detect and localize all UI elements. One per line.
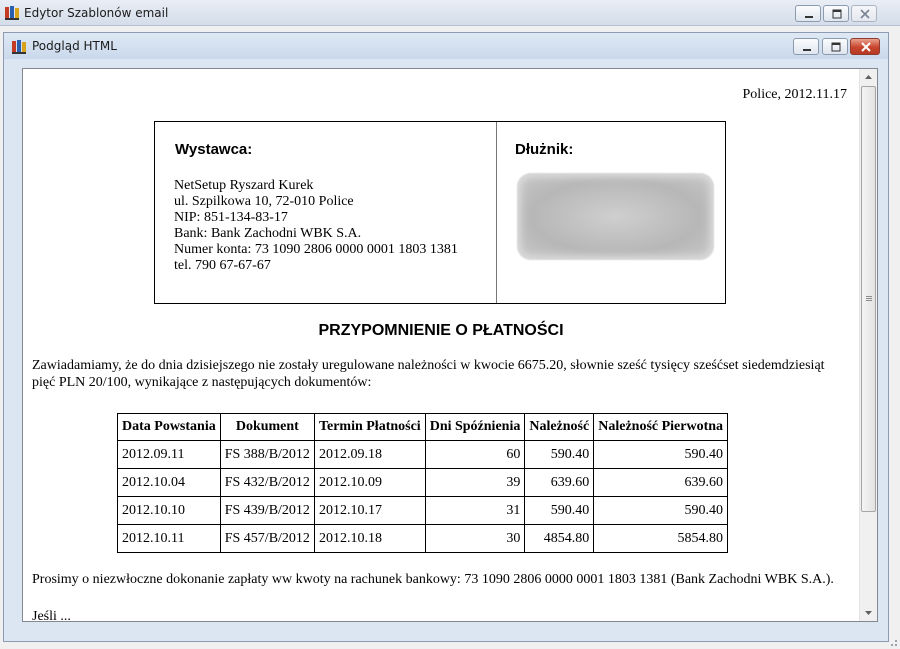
table-cell: 2012.10.17 [314, 497, 425, 525]
issuer-bank: Bank: Bank Zachodni WBK S.A. [174, 226, 362, 241]
col-header: Dni Spóźnienia [425, 414, 525, 441]
table-cell: 39 [425, 469, 525, 497]
col-header: Dokument [220, 414, 314, 441]
thumb-grip [866, 296, 872, 297]
outer-maximize-button[interactable] [823, 5, 849, 22]
issuer-nip: NIP: 851-134-83-17 [174, 210, 288, 225]
debtor-details-redacted [517, 173, 714, 260]
scroll-up-arrow-icon[interactable] [860, 69, 877, 86]
dues-table [117, 413, 728, 553]
inner-maximize-button[interactable] [822, 38, 848, 55]
col-header: Należność Pierwotna [594, 414, 728, 441]
issuer-details [174, 178, 458, 274]
table-cell: 4854.80 [525, 525, 594, 553]
issuer-cell [155, 122, 497, 303]
issuer-phone: tel. 790 67-67-67 [174, 258, 271, 273]
close-icon [852, 6, 878, 23]
outer-window-title: Edytor Szablonów email [24, 6, 169, 20]
table-cell: 2012.10.04 [118, 469, 221, 497]
inner-titlebar [4, 33, 888, 59]
table-cell: 2012.10.10 [118, 497, 221, 525]
table-cell: 639.60 [594, 469, 728, 497]
table-row [118, 525, 728, 553]
col-header: Należność [525, 414, 594, 441]
table-cell: FS 432/B/2012 [220, 469, 314, 497]
inner-window-title: Podgląd HTML [32, 39, 117, 53]
minimize-icon [796, 6, 822, 23]
vertical-scrollbar[interactable] [859, 69, 877, 621]
table-cell: 2012.09.18 [314, 441, 425, 469]
table-cell: FS 388/B/2012 [220, 441, 314, 469]
table-cell: 2012.10.18 [314, 525, 425, 553]
table-row [118, 469, 728, 497]
table-cell: 2012.09.11 [118, 441, 221, 469]
close-icon [851, 39, 881, 56]
document-title: PRZYPOMNIENIE O PŁATNOŚCI [318, 322, 564, 339]
issuer-heading: Wystawca: [175, 141, 253, 158]
html-preview-frame [22, 68, 878, 622]
col-header: Data Powstania [118, 414, 221, 441]
cutoff-text: Jeśli ... [32, 609, 71, 621]
table-row [118, 497, 728, 525]
table-row [118, 441, 728, 469]
date-line: Police, 2012.11.17 [742, 87, 847, 102]
table-cell: 2012.10.11 [118, 525, 221, 553]
maximize-icon [823, 39, 849, 56]
table-cell: 5854.80 [594, 525, 728, 553]
table-cell: FS 439/B/2012 [220, 497, 314, 525]
table-header-row [118, 414, 728, 441]
thumb-grip [866, 300, 872, 301]
issuer-name: NetSetup Ryszard Kurek [174, 178, 314, 193]
table-cell: 590.40 [594, 497, 728, 525]
table-cell: 590.40 [525, 497, 594, 525]
maximize-icon [824, 6, 850, 23]
debtor-cell [497, 122, 725, 303]
reminder-document [23, 69, 859, 621]
table-cell: 60 [425, 441, 525, 469]
table-cell: 639.60 [525, 469, 594, 497]
closing-paragraph: Prosimy o niezwłoczne dokonanie zapłaty ww kwoty na rachunek bankowy: 73 1090 2806 0000 0001 1803 1381 (Bank Zachodni WBK S.A.). [32, 572, 834, 587]
parties-box [154, 121, 726, 304]
table-cell: 31 [425, 497, 525, 525]
table-cell: 2012.10.09 [314, 469, 425, 497]
scroll-down-arrow-icon[interactable] [860, 604, 877, 621]
issuer-account: Numer konta: 73 1090 2806 0000 0001 1803 1381 [174, 242, 458, 257]
issuer-address: ul. Szpilkowa 10, 72-010 Police [174, 194, 354, 209]
intro-paragraph: Zawiadamiamy, że do dnia dzisiejszego nie zostały uregulowane należności w kwocie 6675.20, słownie sześć tysięcy sześćset siedemdziesiąt pięć PLN 20/100, wynikające z następujących dokumentów: [32, 358, 825, 390]
outer-close-button[interactable] [851, 5, 877, 22]
resize-grip-icon[interactable] [886, 635, 898, 647]
app-icon [11, 39, 27, 55]
scroll-thumb[interactable] [861, 86, 876, 512]
minimize-icon [794, 39, 820, 56]
table-cell: FS 457/B/2012 [220, 525, 314, 553]
table-cell: 30 [425, 525, 525, 553]
inner-close-button[interactable] [850, 38, 880, 55]
debtor-heading: Dłużnik: [515, 141, 574, 158]
table-cell: 590.40 [525, 441, 594, 469]
col-header: Termin Płatności [314, 414, 425, 441]
outer-titlebar [0, 0, 900, 26]
inner-minimize-button[interactable] [793, 38, 819, 55]
table-cell: 590.40 [594, 441, 728, 469]
app-icon [4, 5, 20, 21]
outer-minimize-button[interactable] [795, 5, 821, 22]
thumb-grip [866, 298, 872, 299]
